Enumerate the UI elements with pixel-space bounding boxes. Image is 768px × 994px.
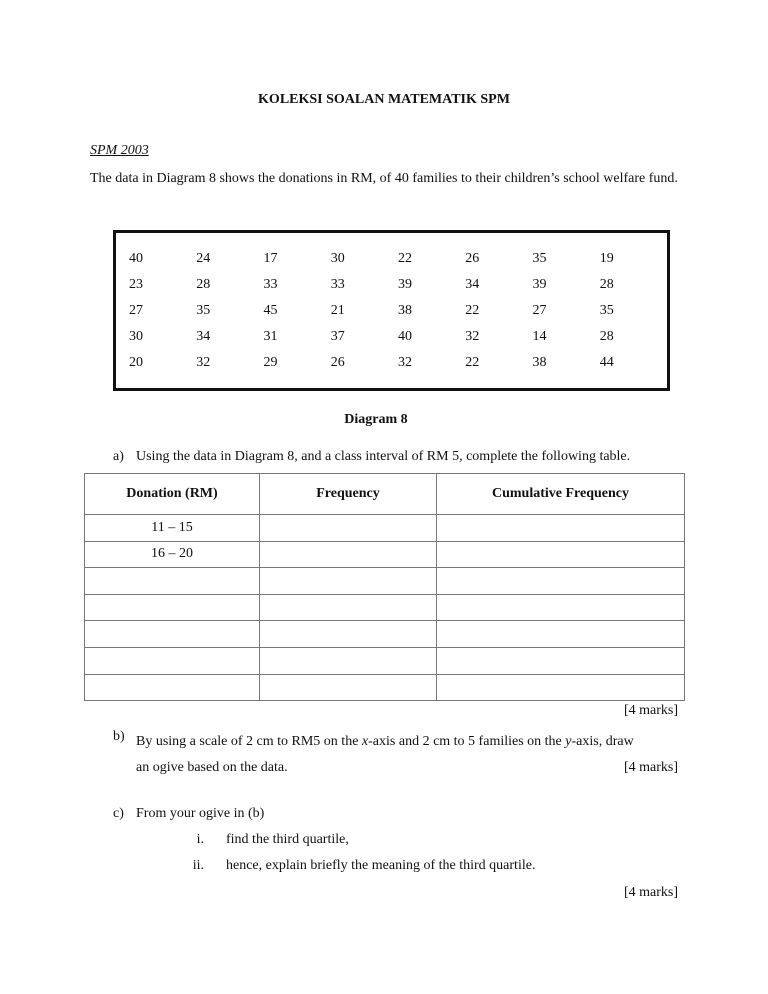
data-grid-cell: 34 bbox=[465, 277, 480, 292]
header-donation: Donation (RM) bbox=[85, 474, 260, 515]
x-variable: x bbox=[361, 734, 369, 749]
cumulative-frequency-cell bbox=[437, 515, 685, 542]
data-grid-cell: 28 bbox=[599, 329, 614, 344]
data-grid-cell: 35 bbox=[599, 303, 614, 318]
data-grid-cell: 39 bbox=[398, 277, 412, 292]
data-grid-cell: 20 bbox=[129, 355, 143, 370]
data-grid-cell: 44 bbox=[599, 355, 614, 370]
question-b-marker: b) bbox=[113, 729, 125, 744]
question-c-marker: c) bbox=[113, 806, 124, 821]
donation-cell: 11 – 15 bbox=[85, 515, 260, 542]
question-c-text: From your ogive in (b) bbox=[136, 806, 265, 821]
data-grid-cell: 33 bbox=[330, 277, 345, 292]
data-grid-cell: 23 bbox=[129, 277, 143, 292]
frequency-table bbox=[84, 473, 685, 701]
table-row bbox=[85, 674, 685, 701]
data-grid-cell: 40 bbox=[129, 251, 143, 266]
question-a-marker: a) bbox=[113, 449, 124, 464]
cumulative-frequency-cell bbox=[437, 594, 685, 621]
data-grid-cell: 33 bbox=[263, 277, 278, 292]
data-grid-cell: 28 bbox=[196, 277, 211, 292]
question-c-part-i-numeral: i. bbox=[196, 832, 204, 847]
data-grid-cell: 21 bbox=[330, 303, 345, 318]
data-grid-cell: 22 bbox=[465, 355, 480, 370]
data-grid-cell: 34 bbox=[196, 329, 211, 344]
page-title: KOLEKSI SOALAN MATEMATIK SPM bbox=[258, 92, 510, 107]
data-grid-cell: 37 bbox=[330, 329, 345, 344]
question-c-part-i-text: find the third quartile, bbox=[226, 832, 349, 847]
question-b-text bbox=[136, 729, 678, 781]
exam-year-heading: SPM 2003 bbox=[90, 143, 149, 158]
donation-cell bbox=[85, 621, 260, 648]
data-grid-cell: 31 bbox=[263, 329, 278, 344]
question-a-text: Using the data in Diagram 8, and a class interval of RM 5, complete the following table. bbox=[136, 449, 631, 464]
cumulative-frequency-cell bbox=[437, 647, 685, 674]
y-variable: y bbox=[565, 734, 572, 749]
data-grid-cell: 26 bbox=[330, 355, 345, 370]
data-grid-cell: 30 bbox=[129, 329, 143, 344]
frequency-cell bbox=[260, 647, 437, 674]
question-c-marks: [4 marks] bbox=[623, 885, 678, 900]
data-grid-cell: 45 bbox=[263, 303, 278, 318]
data-grid-row bbox=[129, 324, 667, 350]
diagram-label: Diagram 8 bbox=[344, 412, 408, 427]
frequency-cell bbox=[260, 515, 437, 542]
donation-cell: 16 – 20 bbox=[85, 541, 260, 568]
question-b-text-part: -axis and 2 cm to 5 families on the bbox=[368, 734, 566, 749]
data-grid-cell: 19 bbox=[599, 251, 614, 266]
question-b-text-part: an ogive based on the data. bbox=[136, 760, 288, 775]
data-grid-cell: 32 bbox=[398, 355, 412, 370]
data-grid-row bbox=[129, 272, 667, 298]
intro-paragraph: The data in Diagram 8 shows the donations in RM, of 40 families to their children’s school welfare fund. bbox=[90, 171, 678, 186]
data-grid-row bbox=[129, 350, 667, 376]
frequency-table-header-row bbox=[85, 474, 685, 515]
header-cumulative-frequency: Cumulative Frequency bbox=[437, 474, 685, 515]
data-grid-row bbox=[129, 246, 667, 272]
table-row bbox=[85, 515, 685, 542]
data-grid-cell: 32 bbox=[465, 329, 480, 344]
data-grid-cell: 24 bbox=[196, 251, 211, 266]
frequency-cell bbox=[260, 568, 437, 595]
question-c-part-ii-text: hence, explain briefly the meaning of the third quartile. bbox=[226, 858, 536, 873]
data-grid-cell: 35 bbox=[196, 303, 211, 318]
donation-cell bbox=[85, 674, 260, 701]
donation-cell bbox=[85, 568, 260, 595]
cumulative-frequency-cell bbox=[437, 621, 685, 648]
data-grid-cell: 22 bbox=[398, 251, 412, 266]
data-grid-cell: 26 bbox=[465, 251, 480, 266]
data-grid-cell: 35 bbox=[532, 251, 547, 266]
data-grid-cell: 22 bbox=[465, 303, 480, 318]
donation-data-grid bbox=[129, 246, 667, 376]
question-c-part-ii-numeral: ii. bbox=[192, 858, 204, 873]
diagram-8-data-box bbox=[113, 230, 670, 391]
donation-cell bbox=[85, 594, 260, 621]
question-b-line-2 bbox=[136, 755, 678, 781]
question-b-line-1 bbox=[136, 729, 678, 755]
table-row bbox=[85, 594, 685, 621]
cumulative-frequency-cell bbox=[437, 568, 685, 595]
frequency-cell bbox=[260, 621, 437, 648]
question-b-text-part: -axis, draw bbox=[571, 734, 634, 749]
data-grid-cell: 38 bbox=[398, 303, 412, 318]
data-grid-cell: 38 bbox=[532, 355, 547, 370]
table-row bbox=[85, 647, 685, 674]
question-b-text-part: By using a scale of 2 cm to RM5 on the bbox=[136, 734, 362, 749]
header-frequency: Frequency bbox=[260, 474, 437, 515]
question-a-marks: [4 marks] bbox=[623, 703, 678, 718]
table-row bbox=[85, 621, 685, 648]
data-grid-cell: 32 bbox=[196, 355, 211, 370]
cumulative-frequency-cell bbox=[437, 541, 685, 568]
donation-cell bbox=[85, 647, 260, 674]
data-grid-cell: 14 bbox=[532, 329, 547, 344]
table-row bbox=[85, 568, 685, 595]
table-row bbox=[85, 541, 685, 568]
question-b-marks: [4 marks] bbox=[623, 760, 678, 775]
data-grid-cell: 28 bbox=[599, 277, 614, 292]
data-grid-cell: 40 bbox=[398, 329, 412, 344]
cumulative-frequency-cell bbox=[437, 674, 685, 701]
data-grid-cell: 27 bbox=[532, 303, 547, 318]
frequency-cell bbox=[260, 674, 437, 701]
frequency-cell bbox=[260, 541, 437, 568]
data-grid-cell: 27 bbox=[129, 303, 143, 318]
data-grid-row bbox=[129, 298, 667, 324]
frequency-cell bbox=[260, 594, 437, 621]
data-grid-cell: 39 bbox=[532, 277, 547, 292]
data-grid-cell: 17 bbox=[263, 251, 278, 266]
data-grid-cell: 29 bbox=[263, 355, 278, 370]
data-grid-cell: 30 bbox=[330, 251, 345, 266]
